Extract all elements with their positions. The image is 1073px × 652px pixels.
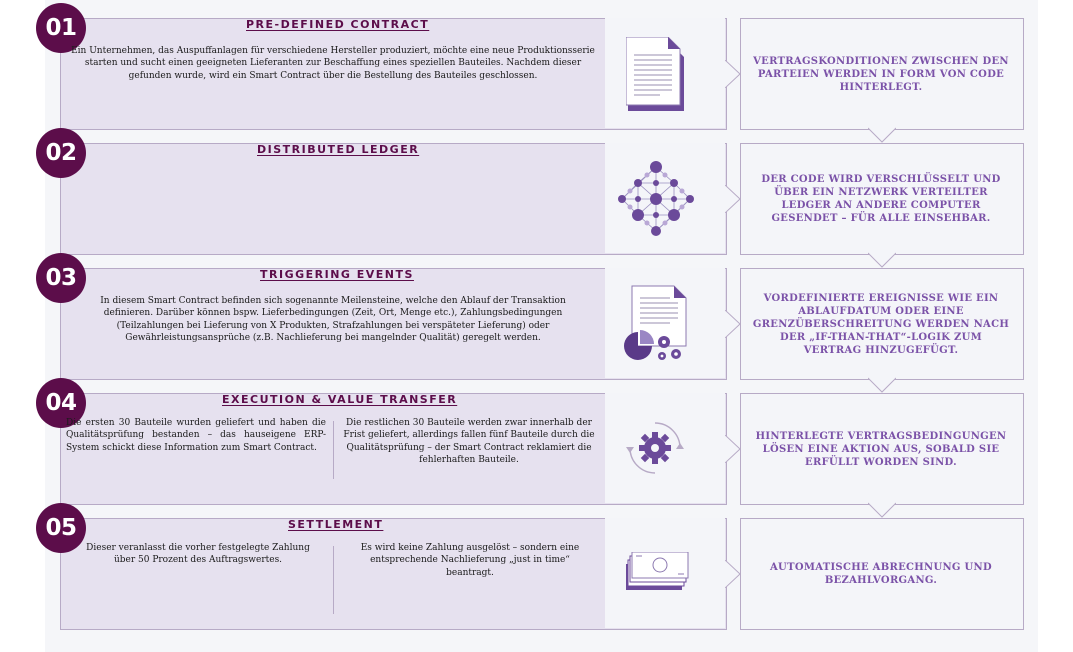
step-result-text: DER CODE WIRD VERSCHLÜSSELT UND ÜBER EIN NETZWERK VERTEILTER LEDGER AN ANDERE COMPUTER GESENDET – FÜR ALLE EINSEHBAR. xyxy=(761,174,1001,224)
arrow-down-icon xyxy=(868,377,896,393)
arrow-down-icon xyxy=(868,127,896,143)
step-title: SETTLEMENT xyxy=(288,518,384,531)
step-description: Ein Unternehmen, das Auspuffanlagen für verschiedene Hersteller produziert, möchte eine neue Produktionsserie starten und sucht einen geeigneten Lieferanten zur Beschaffung eines speziellen Bauteiles. Nachdem dieser gefunden wurde, wird ein Smart Contract über die Bestellung des Bauteiles geschlossen. xyxy=(71,46,595,81)
step-result-text: VORDEFINIERTE EREIGNISSE WIE EIN ABLAUFDATUM ODER EINE GRENZÜBERSCHREITUNG WERDEN NACH DER „IF-THAN-THAT“-LOGIK ZUM VERTRAG HINZUGEFÜGT. xyxy=(752,293,1010,356)
arrow-down-icon xyxy=(868,252,896,268)
network-icon xyxy=(612,157,702,241)
step-row-4 xyxy=(0,390,1073,505)
banknotes-icon xyxy=(624,552,690,594)
arrow-right-icon xyxy=(725,310,741,338)
step-left-column: Dieser veranlasst die vorher festgelegte Zahlung über 50 Prozent des Auftragswertes. xyxy=(86,543,310,566)
step-result-text: AUTOMATISCHE ABRECHNUNG UND BEZAHLVORGANG. xyxy=(770,562,992,586)
step-description: In diesem Smart Contract befinden sich sogenannte Meilensteine, welche den Ablauf der Transaktion definieren. Darüber können bspw. Lieferbedingungen (Zeit, Ort, Menge etc.), Zahlungsbedingungen (Teilzahlungen bei Lieferung von X Produkten, Strafzahlungen bei verspäteter Lieferung) oder Gewährleistungsansprüche (z.B. Nachlieferung bei mangelnder Qualität) geregelt werden. xyxy=(100,296,566,344)
gear-cycle-icon xyxy=(626,419,684,477)
step-title: EXECUTION & VALUE TRANSFER xyxy=(222,393,458,406)
step-number-badge: 01 xyxy=(36,3,86,53)
step-title: DISTRIBUTED LEDGER xyxy=(257,143,420,156)
arrow-down-icon xyxy=(868,502,896,518)
step-right-column: Die restlichen 30 Bauteile werden zwar innerhalb der Frist geliefert, allerdings fallen fünf Bauteile durch die Qualitätsprüfung – der Smart Contract reklamiert die fehlerhaften Bauteile. xyxy=(343,418,595,466)
step-right-column: Es wird keine Zahlung ausgelöst – sondern eine entsprechende Nachlieferung „just in time“ beantragt. xyxy=(360,543,580,578)
arrow-right-icon xyxy=(725,185,741,213)
step-result-text: HINTERLEGTE VERTRAGSBEDINGUNGEN LÖSEN EINE AKTION AUS, SOBALD SIE ERFÜLLT WORDEN SIND. xyxy=(755,431,1007,468)
step-number-badge: 05 xyxy=(36,503,86,553)
document-icon xyxy=(626,37,686,113)
arrow-right-icon xyxy=(725,60,741,88)
step-result-text: VERTRAGSKONDITIONEN ZWISCHEN DEN PARTEIEN WERDEN IN FORM VON CODE HINTERLEGT. xyxy=(753,56,1009,93)
step-number-badge: 02 xyxy=(36,128,86,178)
step-title: TRIGGERING EVENTS xyxy=(260,268,414,281)
document-chart-gears-icon xyxy=(622,284,688,364)
column-divider xyxy=(333,546,334,614)
step-row-1 xyxy=(0,15,1073,130)
step-left-column: Die ersten 30 Bauteile wurden geliefert und haben die Qualitätsprüfung bestanden – das hauseigene ERP-System schickt diese Information zum Smart Contract. xyxy=(66,418,326,453)
column-divider xyxy=(333,421,334,479)
step-row-2 xyxy=(0,140,1073,255)
arrow-right-icon xyxy=(725,560,741,588)
step-number-badge: 04 xyxy=(36,378,86,428)
step-number-badge: 03 xyxy=(36,253,86,303)
step-title: PRE-DEFINED CONTRACT xyxy=(246,18,430,31)
arrow-right-icon xyxy=(725,435,741,463)
step-row-5 xyxy=(0,515,1073,630)
step-row-3 xyxy=(0,265,1073,380)
